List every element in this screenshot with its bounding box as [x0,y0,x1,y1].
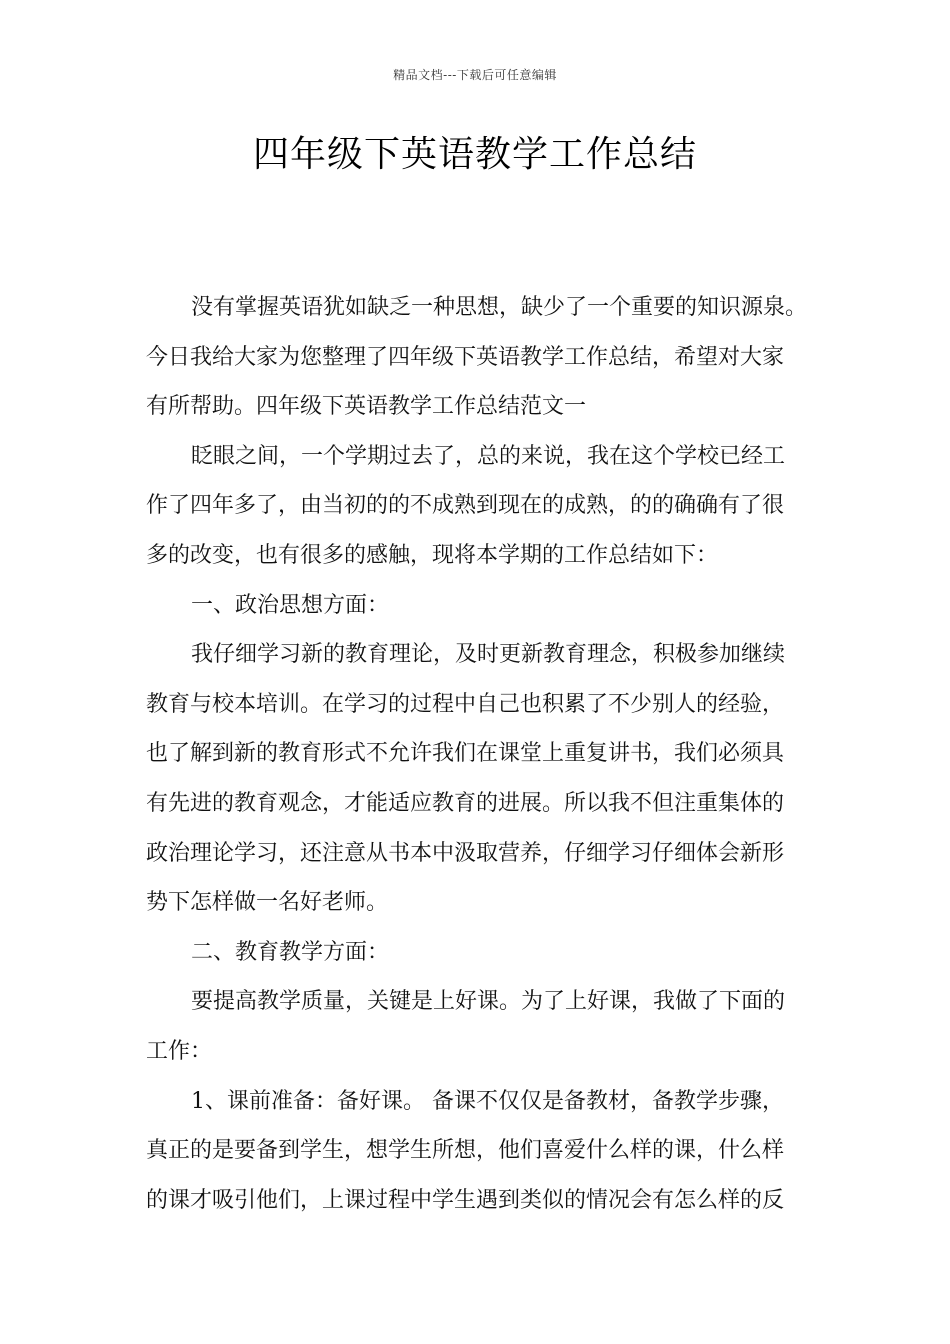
text-line: 要提高教学质量，关键是上好课。为了上好课，我做了下面的 [191,989,786,1015]
text-line: 势下怎样做一名好老师。 [146,890,389,916]
text-line: 今日我给大家为您整理了四年级下英语教学工作总结，希望对大家 [146,344,785,370]
text-line: 有所帮助。四年级下英语教学工作总结范文一 [146,394,587,420]
document-title: 四年级下英语教学工作总结 [252,134,697,175]
header-watermark: 精品文档---下载后可任意编辑 [393,68,557,82]
text-line: 我仔细学习新的教育理论，及时更新教育理念，积极参加继续 [191,642,786,668]
text-line: 作了四年多了，由当初的的不成熟到现在的成熟，的的确确有了很 [146,493,785,519]
text-line: 有先进的教育观念，才能适应教育的进展。所以我不但注重集体的 [146,790,785,816]
text-line: 工作： [146,1038,213,1064]
document-body [146,283,810,1225]
text-line: 教育与校本培训。在学习的过程中自己也积累了不少别人的经验， [146,691,785,717]
text-line: 二、教育教学方面： [191,939,390,965]
text-line: 没有掌握英语犹如缺乏一种思想，缺少了一个重要的知识源泉。 [191,295,808,320]
text-line: 也了解到新的教育形式不允许我们在课堂上重复讲书，我们必须具 [146,741,785,767]
text-line: 的课才吸引他们，上课过程中学生遇到类似的情况会有怎么样的反 [146,1187,785,1213]
text-line: 多的改变，也有很多的感触，现将本学期的工作总结如下： [146,542,719,568]
text-line: 政治理论学习，还注意从书本中汲取营养，仔细学习仔细体会新形 [146,840,785,866]
text-line: 1、课前准备：备好课。 备课不仅仅是备教材，备教学步骤， [191,1088,784,1114]
text-line: 真正的是要备到学生，想学生所想，他们喜爱什么样的课，什么样 [146,1138,785,1164]
text-line: 一、政治思想方面： [191,592,390,618]
text-line: 眨眼之间，一个学期过去了，总的来说，我在这个学校已经工 [191,443,786,469]
